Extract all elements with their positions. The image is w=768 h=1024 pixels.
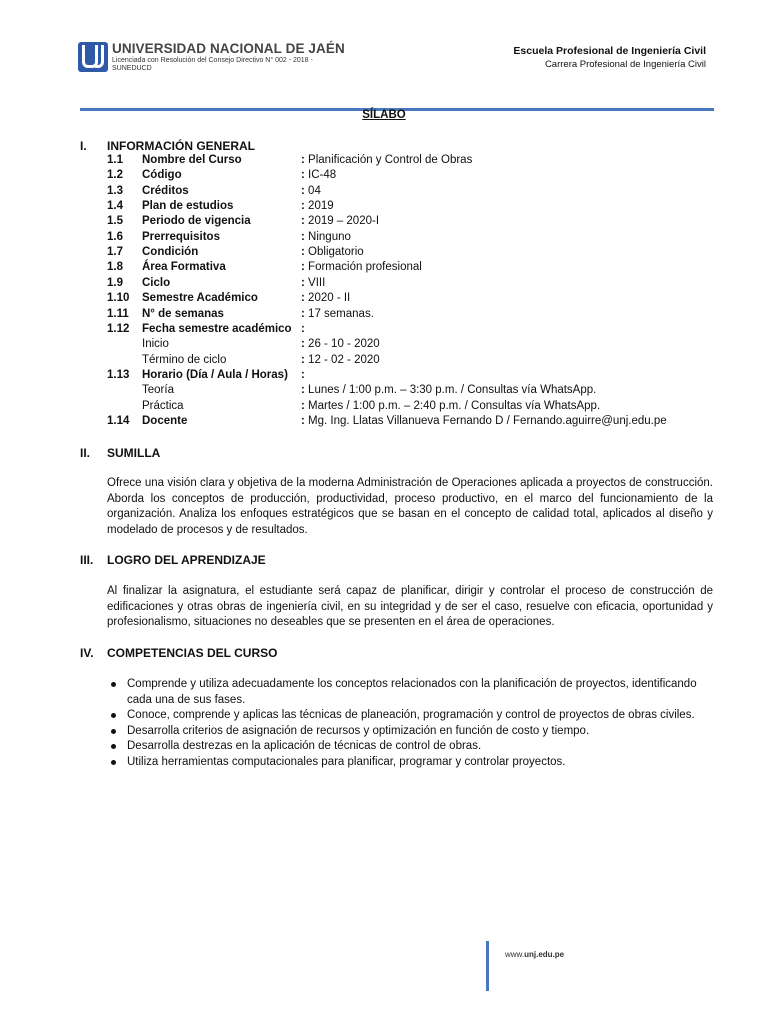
info-row-colon: : — [301, 292, 305, 305]
bullet-icon — [111, 682, 116, 687]
info-row-value-text: Mg. Ing. Llatas Villanueva Fernando D / Fernando.aguirre@unj.edu.pe — [308, 414, 667, 427]
info-row-label: Nombre del Curso — [142, 154, 242, 166]
info-row-number: 1.5 — [107, 215, 123, 228]
competency-text: Desarrolla criterios de asignación de recursos y optimización en función de costo y tiempo. — [127, 724, 590, 737]
competency-text: Comprende y utiliza adecuadamente los conceptos relacionados con la planificación de proyectos, identificando cada una de sus fases. — [127, 678, 697, 706]
footer-url-domain: unj.edu.pe — [524, 950, 565, 959]
info-row-value — [301, 292, 350, 304]
info-row-value-text: VIII — [308, 276, 326, 289]
info-row-value — [301, 354, 380, 366]
info-row-value — [301, 338, 380, 350]
info-row-colon: : — [301, 246, 305, 259]
info-row-number: 1.6 — [107, 230, 123, 243]
info-row-label: Práctica — [142, 399, 184, 412]
info-row-value-text: Lunes / 1:00 p.m. – 3:30 p.m. / Consultas vía WhatsApp. — [308, 384, 597, 397]
info-row-value — [301, 154, 472, 166]
section-2-title: SUMILLA — [107, 446, 161, 460]
info-row-label: Condición — [142, 246, 199, 259]
info-row-value-text: 04 — [308, 184, 321, 197]
info-row-value — [301, 215, 379, 227]
info-row-value — [301, 415, 667, 427]
university-name: UNIVERSIDAD NACIONAL DE JAÉN — [112, 41, 345, 56]
info-row-number: 1.7 — [107, 246, 123, 259]
info-row-number: 1.13 — [107, 368, 130, 381]
info-row-value-text: 12 - 02 - 2020 — [308, 353, 380, 366]
career-name: Carrera Profesional de Ingeniería Civil — [544, 59, 706, 70]
competency-text: Utiliza herramientas computacionales para planificar, programar y controlar proyectos. — [127, 755, 566, 768]
info-row-colon: : — [301, 169, 305, 182]
info-row-value — [301, 231, 351, 243]
info-row-colon: : — [301, 261, 305, 274]
info-row-value-text: Planificación y Control de Obras — [308, 154, 473, 166]
info-row-value-text: Martes / 1:00 p.m. – 2:40 p.m. / Consultas vía WhatsApp. — [308, 399, 601, 412]
info-row-label: N° de semanas — [142, 307, 224, 320]
info-row-number: 1.4 — [107, 200, 123, 213]
document-title: SÍLABO — [362, 109, 406, 121]
info-row-label: Docente — [142, 414, 188, 427]
competency-item — [107, 755, 713, 771]
info-row-value — [301, 384, 596, 396]
info-row-colon: : — [301, 307, 305, 320]
info-row-label: Inicio — [142, 338, 169, 351]
info-row-colon: : — [301, 338, 305, 351]
info-row-value-text: 2019 — [308, 200, 334, 213]
info-row-colon: : — [301, 353, 305, 366]
competency-item — [107, 739, 713, 755]
competency-text: Conoce, comprende y aplicas las técnicas de planeación, programación y control de proyectos de obras civiles. — [127, 709, 695, 721]
competency-item — [107, 708, 713, 724]
university-logo-icon — [78, 42, 108, 72]
info-row-label: Plan de estudios — [142, 200, 234, 213]
competency-item — [107, 677, 713, 708]
footer-url[interactable] — [505, 950, 564, 959]
bullet-icon — [111, 760, 116, 765]
info-row-colon: : — [301, 384, 305, 397]
info-row-number: 1.8 — [107, 261, 123, 274]
info-row-value-text: 2019 – 2020-I — [308, 215, 380, 228]
info-row-value-text: Ninguno — [308, 230, 351, 243]
info-row-label: Área Formativa — [142, 261, 226, 274]
info-row-label: Ciclo — [142, 276, 171, 289]
info-row-value — [301, 169, 336, 181]
info-row-colon: : — [301, 230, 305, 243]
info-row-label: Semestre Académico — [142, 292, 258, 305]
info-row-value-text: 17 semanas. — [308, 307, 374, 320]
info-row-label: Periodo de vigencia — [142, 215, 251, 228]
competency-item — [107, 724, 713, 740]
info-row-number: 1.12 — [107, 322, 130, 335]
info-row-colon: : — [301, 322, 305, 335]
section-1-number: I. — [80, 139, 87, 153]
sumilla-text: Ofrece una visión clara y objetiva de la moderna Administración de Operaciones aplicada a proyectos de construcción. Aborda los conceptos de producción, productividad, proceso productivo, en el marco del funcionamiento de la organización. Analiza los enfoques estratégicos que se basan en el concepto de calidad total, aplicados al diseño y modelado de procesos y de resultados. — [107, 477, 713, 536]
info-row-value — [301, 400, 600, 412]
info-row-number: 1.1 — [107, 154, 123, 166]
info-row-label: Término de ciclo — [142, 353, 227, 366]
section-3-title: LOGRO DEL APRENDIZAJE — [107, 553, 266, 567]
info-row-label: Prerrequisitos — [142, 230, 220, 243]
info-row-value — [301, 277, 325, 289]
info-row-value — [301, 246, 364, 258]
info-row-label: Teoría — [142, 384, 174, 397]
info-row-colon: : — [301, 154, 305, 166]
section-3-number: III. — [80, 553, 94, 567]
info-row-colon: : — [301, 414, 305, 427]
info-row-label: Créditos — [142, 184, 189, 197]
info-row-number: 1.2 — [107, 169, 123, 182]
info-row-value — [301, 323, 305, 335]
info-row-colon: : — [301, 215, 305, 228]
footer-divider — [486, 941, 489, 991]
info-row-value — [301, 185, 321, 197]
school-name: Escuela Profesional de Ingeniería Civil — [513, 45, 706, 57]
bullet-icon — [111, 744, 116, 749]
info-row-number: 1.3 — [107, 184, 123, 197]
info-row-number: 1.10 — [107, 292, 130, 305]
info-row-colon: : — [301, 368, 305, 381]
info-row-value-text: Formación profesional — [308, 261, 422, 274]
info-row-number: 1.14 — [107, 414, 130, 427]
section-4-number: IV. — [80, 646, 94, 660]
info-row-value-text: Obligatorio — [308, 246, 364, 259]
footer-url-prefix: www. — [505, 950, 525, 959]
license-text — [112, 57, 342, 73]
info-row-value — [301, 261, 422, 273]
info-row-value — [301, 308, 374, 320]
info-row-value-text: IC-48 — [308, 169, 337, 182]
info-row-value — [301, 369, 305, 381]
info-row-label: Horario (Día / Aula / Horas) — [142, 368, 288, 381]
info-row-colon: : — [301, 200, 305, 213]
license-line-2: SUNEDUCD — [112, 65, 152, 72]
info-row-label: Código — [142, 169, 182, 182]
info-row-value-text: 26 - 10 - 2020 — [308, 338, 380, 351]
bullet-icon — [111, 729, 116, 734]
info-row-value — [301, 200, 334, 212]
bullet-icon — [111, 713, 116, 718]
info-row-colon: : — [301, 399, 305, 412]
info-row-value-text: 2020 - II — [308, 292, 351, 305]
info-row-number: 1.11 — [107, 307, 129, 320]
competency-text: Desarrolla destrezas en la aplicación de técnicas de control de obras. — [127, 740, 482, 752]
info-row-number: 1.9 — [107, 276, 123, 289]
license-line-1: Licenciada con Resolución del Consejo Directivo N° 002 - 2018 - — [112, 57, 313, 64]
learning-outcome-text: Al finalizar la asignatura, el estudiante será capaz de planificar, dirigir y controlar el proceso de construcción de edificaciones y otras obras de ingeniería civil, en su integridad y de ser el caso, resuelve con eficacia, oportunidad y profesionalismo, situaciones no deseables que se presenten en el área de operaciones. — [107, 585, 713, 628]
section-2-number: II. — [80, 446, 91, 460]
section-4-title: COMPETENCIAS DEL CURSO — [107, 646, 278, 660]
info-row-label: Fecha semestre académico — [142, 322, 292, 335]
info-row-colon: : — [301, 184, 305, 197]
info-row-colon: : — [301, 276, 305, 289]
competencies-list — [107, 677, 713, 770]
section-1-title: INFORMACIÓN GENERAL — [107, 139, 255, 153]
